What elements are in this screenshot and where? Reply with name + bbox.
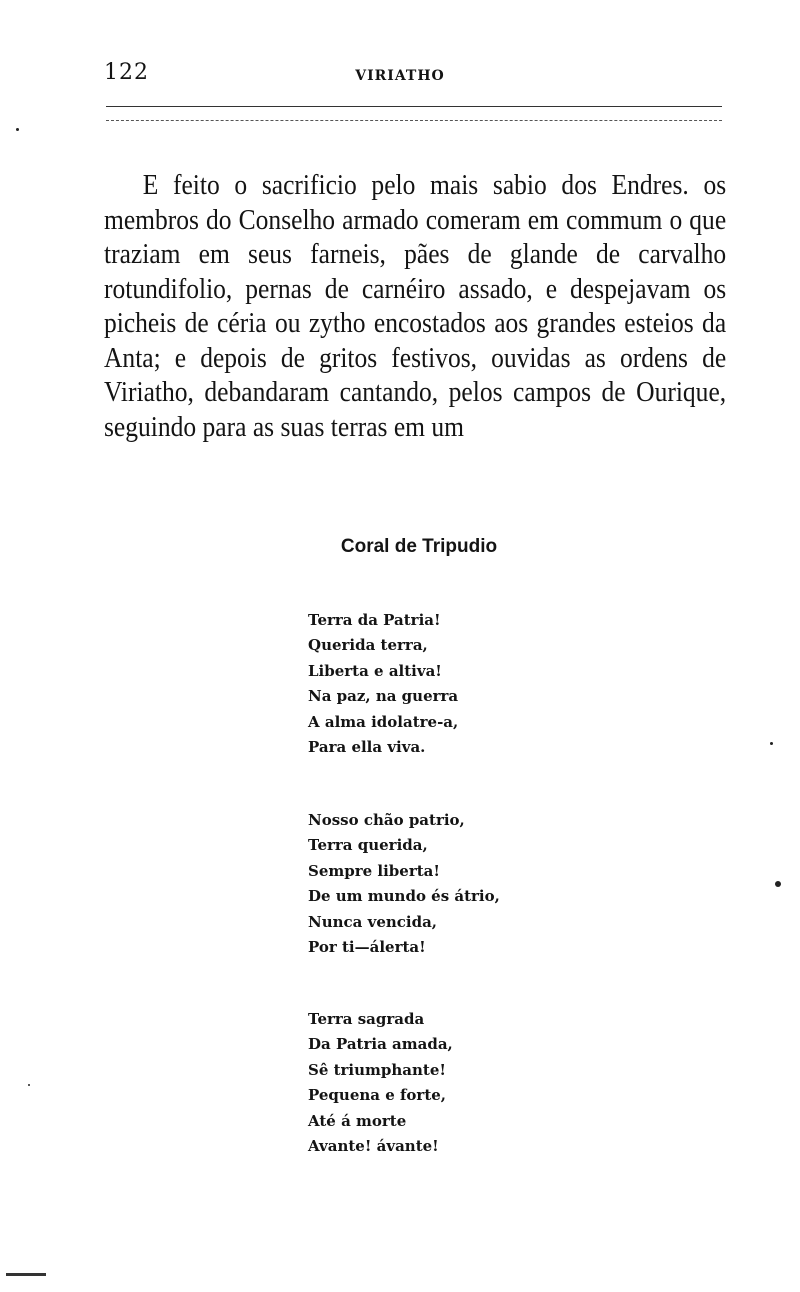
poem-line: Avante! ávante! <box>308 1137 439 1156</box>
poem-line: Terra querida, <box>308 836 428 855</box>
poem-line: Terra sagrada <box>308 1010 425 1028</box>
header-rule-top <box>106 106 722 107</box>
poem-line: Até á morte <box>308 1111 407 1130</box>
poem-line: Sê triumphante! <box>308 1060 446 1079</box>
running-title: VIRIATHO <box>355 68 445 84</box>
poem-line: Nosso chão patrio, <box>308 811 465 829</box>
poem-line: Na paz, na guerra <box>308 687 459 706</box>
poem-line: Terra da Patria! <box>308 611 441 629</box>
poem-stanza-2 <box>308 808 500 960</box>
poem-line: Sempre liberta! <box>308 861 440 880</box>
poem-title: Coral de Tripudio <box>340 536 498 557</box>
poem-line: Por ti—álerta! <box>308 938 426 957</box>
scan-speck <box>775 881 781 887</box>
scan-speck <box>770 742 773 745</box>
poem-line: Pequena e forte, <box>308 1086 447 1105</box>
poem-line: De um mundo és átrio, <box>308 887 500 906</box>
scan-edge-mark <box>6 1273 46 1276</box>
page-number: 122 <box>104 60 149 85</box>
poem-line: Liberta e altiva! <box>308 661 442 680</box>
poem-line: Nunca vencida, <box>308 912 438 931</box>
poem-stanza-1 <box>308 608 458 760</box>
poem-stanza-3 <box>308 1007 453 1159</box>
poem-line: Para ella viva. <box>308 738 426 757</box>
poem-line: A alma idolatre-a, <box>308 712 459 731</box>
poem-line: Da Patria amada, <box>308 1035 453 1054</box>
scan-speck <box>28 1084 30 1086</box>
header-rule-bottom <box>106 120 722 121</box>
poem-line: Querida terra, <box>308 636 428 655</box>
scan-speck <box>16 128 19 131</box>
prose-paragraph: E feito o sacrificio pelo mais sabio dos Endres. os membros do Conselho armado comeram em commum o que traziam em seus farneis, pães de glande de carvalho rotundifolio, pernas de carnéiro assado, e despejavam os picheis de céria ou zytho encostados aos grandes esteios da Anta; e depois de gritos festivos, ouvidas as ordens de Viriatho, debandaram cantando, pelos campos de Ourique, seguindo para as suas terras em um <box>104 169 727 443</box>
